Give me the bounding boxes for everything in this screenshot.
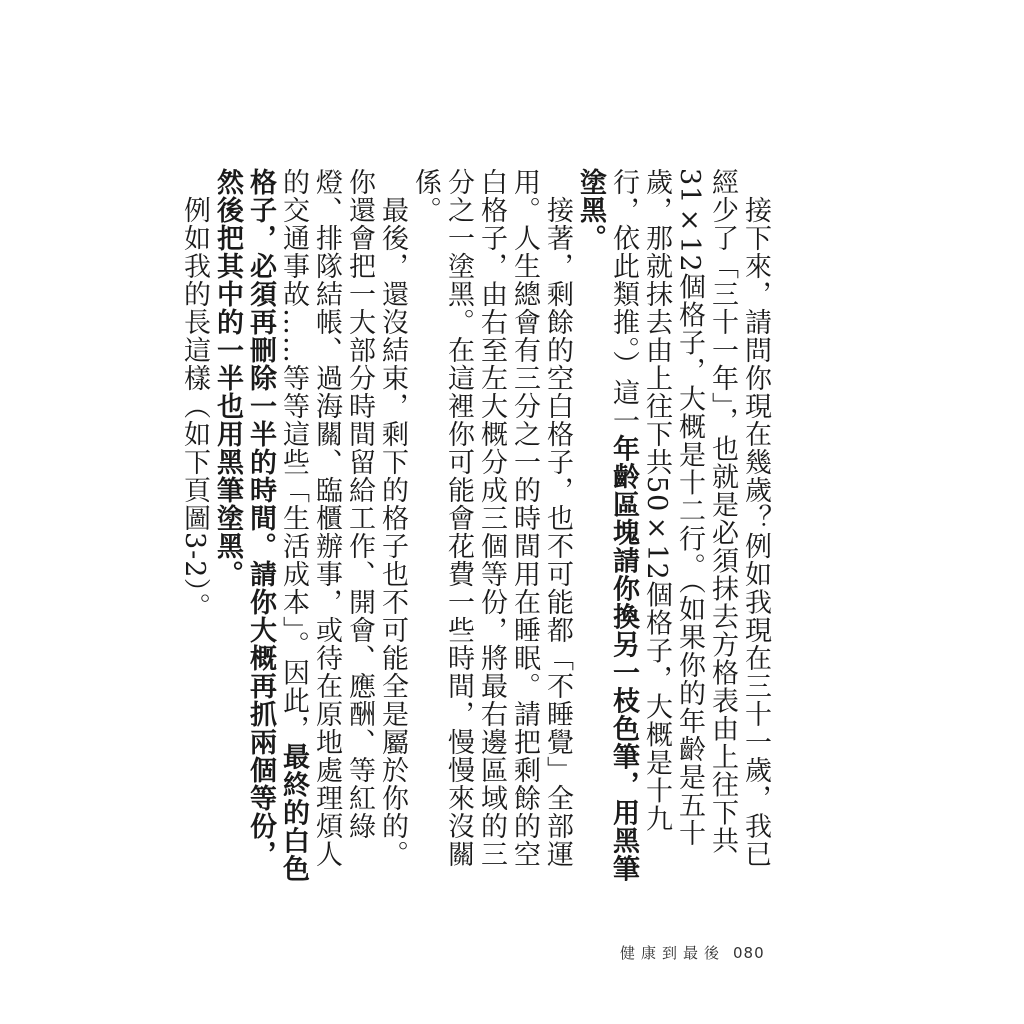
paragraph [574, 168, 772, 888]
bold-text-run: 年齡區塊請你換另一枝色筆，用黑筆塗黑。 [575, 168, 639, 883]
page-number: 080 [733, 944, 765, 962]
page-footer [620, 942, 765, 963]
vertical-body-text [178, 168, 772, 888]
paragraph [409, 168, 574, 888]
paragraph [178, 168, 211, 888]
text-run: 例如我的長這樣（如下頁圖3-2）。 [179, 196, 210, 622]
text-run: 最後，還沒結束，剩下的格子也不可能全是屬於你的。你還會把一大部分時間留給工作、開會、應酬、等紅綠燈、排隊結帳、過海關、臨櫃辦事，或待在原地處理煩人的交通事故……等等這些「生活成本」。因此， [278, 168, 408, 869]
text-run: 接著，剩餘的空白格子，也不可能都「不睡覺」全部運用。人生總會有三分之一的時間用在睡眠。請把剩餘的空白格子，由右至左大概分成三個等份，將最右邊區域的三分之一塗黑。在這裡你可能會花費一些時間，慢慢來沒關係。 [410, 168, 573, 869]
bold-text-run: 最終的白色格子，必須再刪除一半的時間。請你大概再抓兩個等份，然後把其中的一半也用黑筆塗黑。 [212, 168, 309, 883]
text-run: 接下來，請問你現在幾歲？例如我現在三十一歲，我已經少了「三十一年」，也就是必須抹去方格表由上往下共31×12個格子，大概是十二行。（如果你的年齡是五十歲，那就抹去由上往下共50×12個格子，大概是十九行，依此類推。）這一 [608, 168, 771, 869]
book-title: 健康到最後 [620, 944, 726, 962]
paragraph [211, 168, 409, 888]
